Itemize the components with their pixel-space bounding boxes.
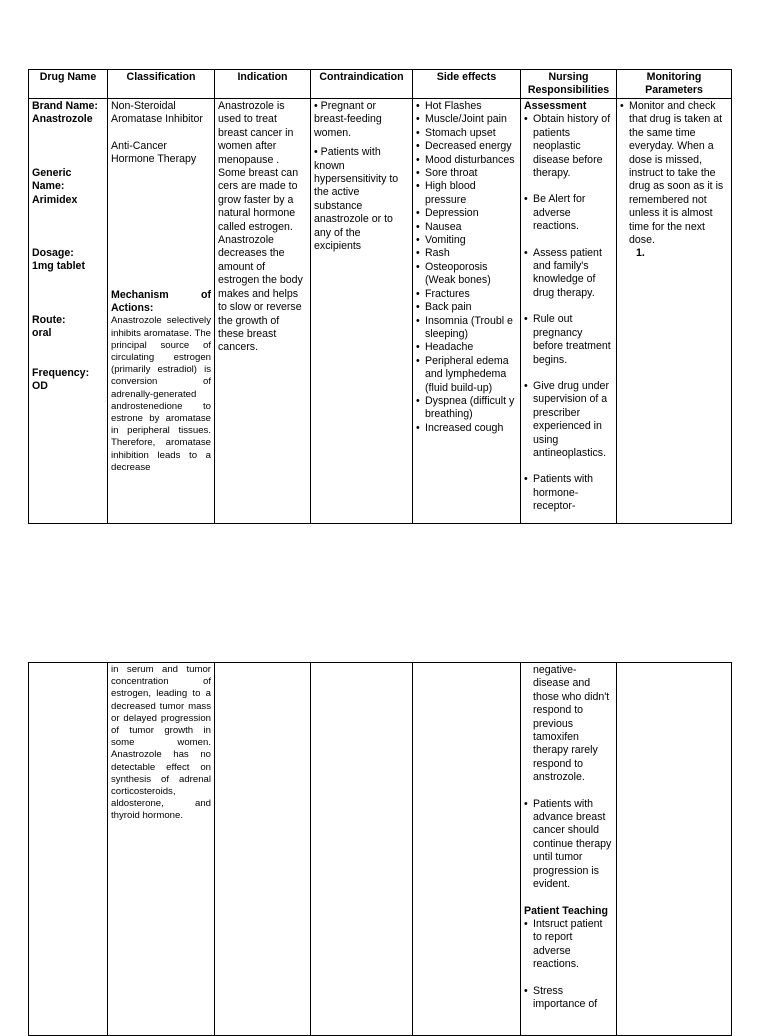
patient-teaching-heading: Patient Teaching xyxy=(524,904,608,917)
nursing-continued-list xyxy=(524,798,613,892)
generic-name-label: Generic Name: xyxy=(32,166,72,193)
side-effect-item: • Osteoporosis (Weak bones) xyxy=(416,261,517,288)
mechanism-heading-word3: Actions: xyxy=(111,302,154,315)
content-row xyxy=(29,99,732,524)
frequency-label: Frequency: xyxy=(32,366,90,379)
side-effect-item: • Mood disturbances xyxy=(416,154,517,167)
indication-cell-continued xyxy=(215,663,311,1036)
contraindication-paragraph-2: • Patients with known hypersensitivity to the active substance anastrozole or to any of the excipients xyxy=(314,146,399,253)
drug-name-cell xyxy=(29,99,108,524)
side-effects-list xyxy=(416,100,517,435)
monitoring-number: 1. xyxy=(636,247,645,260)
side-effect-item: • Dyspnea (difficult y breathing) xyxy=(416,395,517,422)
header-contraindication: Contraindication xyxy=(311,70,413,99)
assessment-list xyxy=(524,113,613,513)
frequency-value: OD xyxy=(32,380,48,393)
classification-cell xyxy=(108,99,215,524)
monitoring-parameters-cell xyxy=(617,99,732,524)
nursing-item: • Patients with hormone-receptor- xyxy=(524,473,613,513)
drug-study-table-page1 xyxy=(28,69,732,524)
monitoring-list xyxy=(620,100,728,247)
indication-paragraph-2: Some breast can cers are made to grow faster by a natural hormone called estrogen. Anastrozole decreases the amount of estrogen the body makes and helps to slow or reverse the growth of these breast cancers. xyxy=(218,167,303,354)
side-effect-item: • Peripheral edema and lymphedema (fluid build-up) xyxy=(416,355,517,395)
drug-name-cell-continued xyxy=(29,663,108,1036)
assessment-heading: Assessment xyxy=(524,100,587,112)
brand-name-value: Anastrozole xyxy=(32,113,93,126)
teaching-item: • Stress importance of xyxy=(524,985,613,1012)
side-effect-item: • Decreased energy xyxy=(416,140,517,153)
nursing-item: • Be Alert for adverse reactions. xyxy=(524,193,613,233)
side-effect-item: • Headache xyxy=(416,341,517,354)
side-effect-item: • High blood pressure xyxy=(416,180,517,207)
side-effect-item: • Increased cough xyxy=(416,422,517,435)
mechanism-heading-word2: of xyxy=(201,288,211,301)
header-row xyxy=(29,70,732,99)
drug-study-table-page2 xyxy=(28,662,732,1036)
route-value: oral xyxy=(32,327,52,340)
side-effect-item: • Stomach upset xyxy=(416,127,517,140)
teaching-item: • Intsruct patient to report adverse reactions. xyxy=(524,918,613,972)
nursing-item: • Patients with advance breast cancer should continue therapy until tumor progression is evident. xyxy=(524,798,613,892)
side-effect-item: • Hot Flashes xyxy=(416,100,517,113)
header-drug-name: Drug Name xyxy=(29,70,108,99)
nursing-item: • Rule out pregnancy before treatment begins. xyxy=(524,313,613,367)
side-effect-item: • Depression xyxy=(416,207,517,220)
side-effect-item: • Muscle/Joint pain xyxy=(416,113,517,126)
patient-teaching-list xyxy=(524,918,613,1011)
side-effect-item: • Insomnia (Troubl e sleeping) xyxy=(416,315,517,342)
generic-name-value: Arimidex xyxy=(32,193,78,206)
brand-name-label: Brand Name: xyxy=(32,100,98,112)
nursing-item: • Assess patient and family's knowledge of drug therapy. xyxy=(524,247,613,301)
mechanism-heading xyxy=(111,289,211,302)
indication-cell xyxy=(215,99,311,524)
header-classification: Classification xyxy=(108,70,215,99)
mechanism-text: Anastrozole selectively inhibits aromatase. The principal source of circulating estrogen (primarily estradiol) is conversion of adrenally-generated androstenedione to estrone by aromatase in peripheral tissues. Therefore, aromatase inhibition leads to a decrease xyxy=(111,315,211,473)
side-effects-cell xyxy=(413,99,521,524)
continued-row xyxy=(29,663,732,1036)
header-nursing-responsibilities: Nursing Responsibilities xyxy=(521,70,617,99)
side-effect-item: • Fractures xyxy=(416,288,517,301)
contraindication-paragraph-1: • Pregnant or breast-feeding women. xyxy=(314,100,382,139)
nursing-item: • Obtain history of patients neoplastic disease before therapy. xyxy=(524,113,613,180)
route-label: Route: xyxy=(32,313,66,326)
header-indication: Indication xyxy=(215,70,311,99)
classification-type: Non-Steroidal Aromatase Inhibitor xyxy=(111,100,203,126)
side-effect-item: • Rash xyxy=(416,247,517,260)
side-effect-item: • Vomiting xyxy=(416,234,517,247)
mechanism-heading-word1: Mechanism xyxy=(111,288,169,301)
dosage-label: Dosage: xyxy=(32,247,74,260)
nursing-continued-text: negative-disease and those who didn't respond to previous tamoxifen therapy rarely respond to anstrozole. xyxy=(533,664,610,784)
classification-cell-continued xyxy=(108,663,215,1036)
header-side-effects: Side effects xyxy=(413,70,521,99)
indication-paragraph-1: Anastrozole is used to treat breast cancer in women after menopause . xyxy=(218,100,294,166)
nursing-responsibilities-cell xyxy=(521,99,617,524)
monitoring-parameters-cell-continued xyxy=(617,663,732,1036)
dosage-value: 1mg tablet xyxy=(32,260,85,273)
side-effect-item: • Back pain xyxy=(416,301,517,314)
contraindication-cell xyxy=(311,99,413,524)
contraindication-cell-continued xyxy=(311,663,413,1036)
nursing-responsibilities-cell-continued xyxy=(521,663,617,1036)
classification-category: Anti-Cancer Hormone Therapy xyxy=(111,139,197,166)
side-effects-cell-continued xyxy=(413,663,521,1036)
header-monitoring-parameters: Monitoring Parameters xyxy=(617,70,732,99)
nursing-item: • Give drug under supervision of a prescriber experienced in using antineoplastics. xyxy=(524,380,613,460)
side-effect-item: • Sore throat xyxy=(416,167,517,180)
monitoring-item: • Monitor and check that drug is taken at the same time everyday. When a dose is missed, instruct to take the drug as soon as it is remembered not unless it is almost time for the next dose. xyxy=(620,100,728,247)
side-effect-item: • Nausea xyxy=(416,221,517,234)
mechanism-text-continued: in serum and tumor concentration of estrogen, leading to a decreased tumor mass or delayed progression of tumor growth in some women. Anastrozole has no detectable effect on synthesis of adrenal corticosteroids, aldosterone, and thyroid hormone. xyxy=(111,664,211,822)
